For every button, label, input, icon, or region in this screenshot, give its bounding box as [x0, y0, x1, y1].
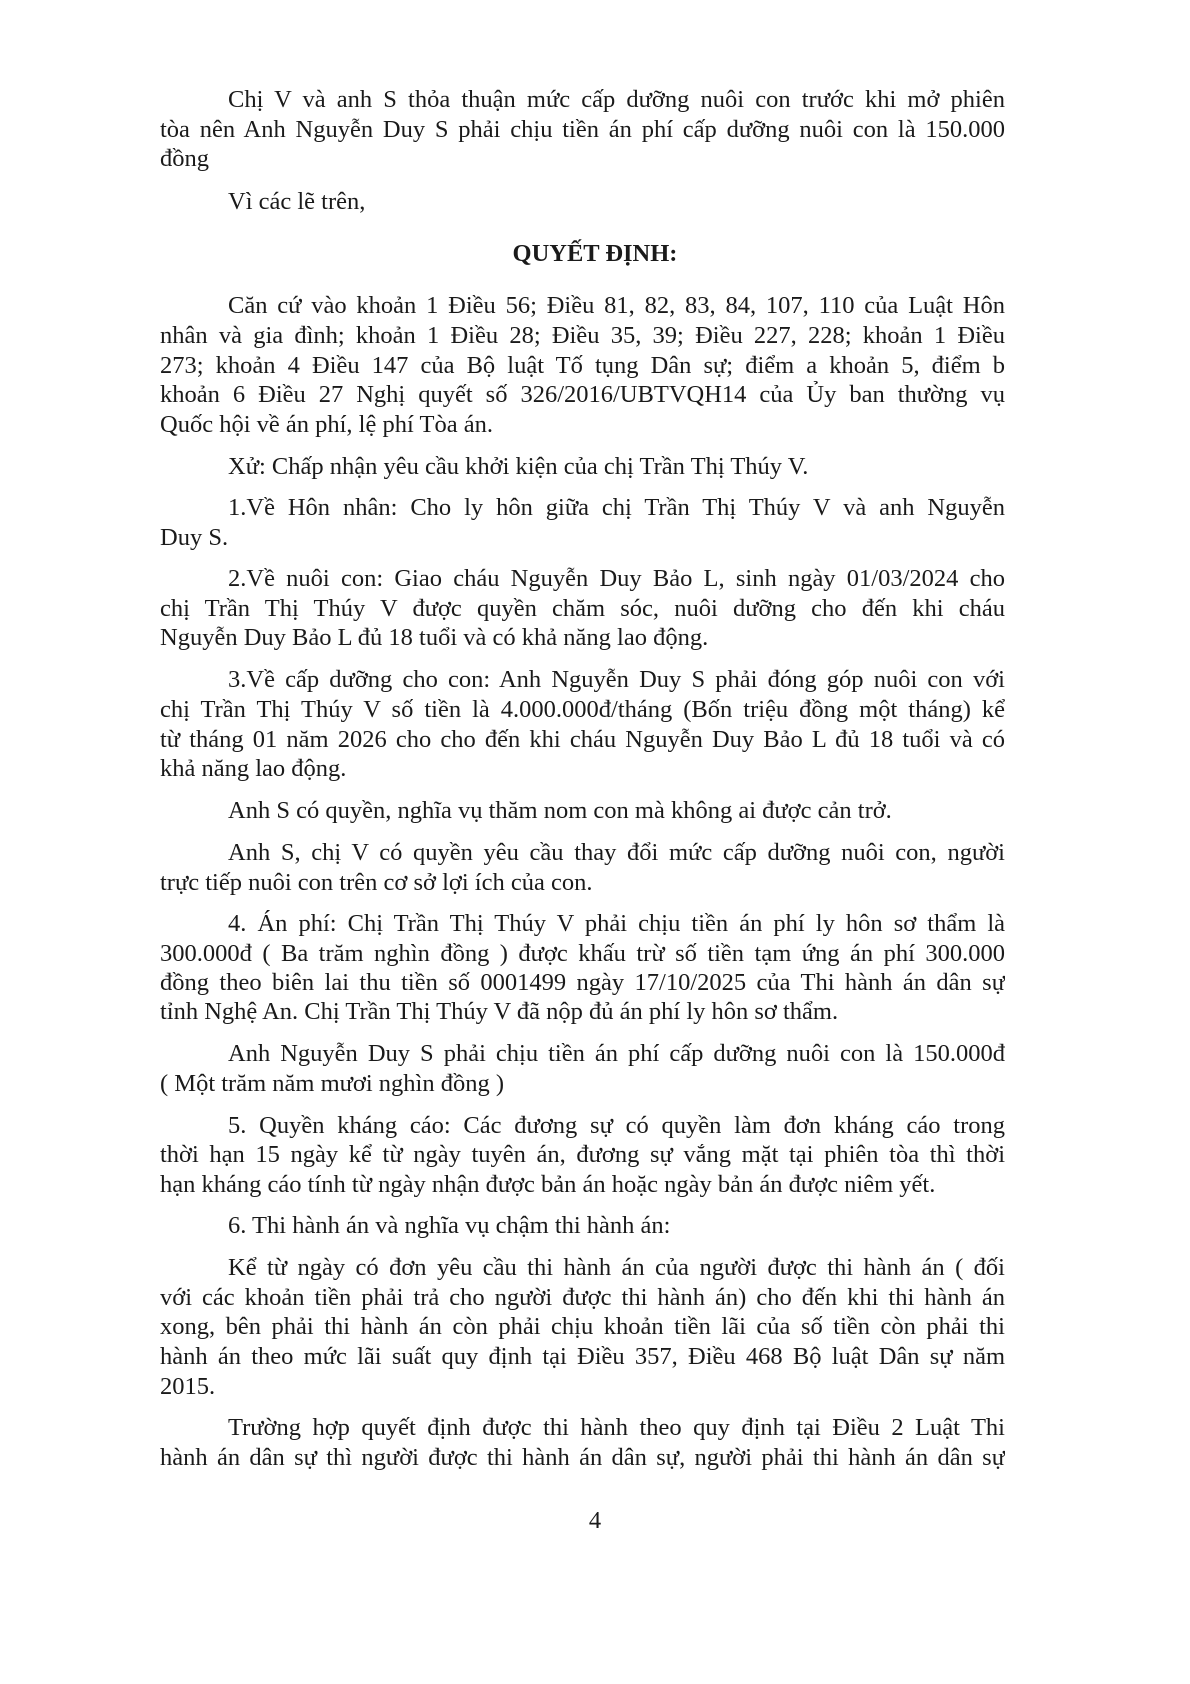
- paragraph-line: Anh S có quyền, nghĩa vụ thăm nom con mà không ai được cản trở.: [228, 797, 892, 824]
- paragraph-line: 5. Quyền kháng cáo: Các đương sự có quyền làm đơn kháng cáo trong: [228, 1112, 1005, 1139]
- paragraph-line: khoản 6 Điều 27 Nghị quyết số 326/2016/UBTVQH14 của Ủy ban thường vụ: [160, 381, 1005, 408]
- paragraph-line: 300.000đ ( Ba trăm nghìn đồng ) được khấu trừ số tiền tạm ứng án phí 300.000: [160, 940, 1005, 967]
- paragraph-line: đồng theo biên lai thu tiền số 0001499 ngày 17/10/2025 của Thi hành án dân sự: [160, 969, 1005, 996]
- paragraph-line: hạn kháng cáo tính từ ngày nhận được bản án hoặc ngày bản án được niêm yết.: [160, 1171, 936, 1198]
- paragraph-line: từ tháng 01 năm 2026 cho cho đến khi cháu Nguyễn Duy Bảo L đủ 18 tuổi và có: [160, 726, 1005, 753]
- paragraph-line: tòa nên Anh Nguyễn Duy S phải chịu tiền án phí cấp dưỡng nuôi con là 150.000: [160, 116, 1005, 143]
- paragraph-line: Duy S.: [160, 524, 229, 551]
- paragraph-line: Vì các lẽ trên,: [228, 188, 366, 215]
- paragraph-line: 273; khoản 4 Điều 147 của Bộ luật Tố tụng Dân sự; điểm a khoản 5, điểm b: [160, 352, 1005, 379]
- paragraph-line: 2.Về nuôi con: Giao cháu Nguyễn Duy Bảo L, sinh ngày 01/03/2024 cho: [228, 565, 1005, 592]
- paragraph-line: Nguyễn Duy Bảo L đủ 18 tuổi và có khả năng lao động.: [160, 624, 709, 651]
- paragraph-line: ( Một trăm năm mươi nghìn đồng ): [160, 1070, 505, 1097]
- paragraph-line: Chị V và anh S thỏa thuận mức cấp dưỡng nuôi con trước khi mở phiên: [228, 86, 1005, 113]
- paragraph-line: Quốc hội về án phí, lệ phí Tòa án.: [160, 411, 493, 438]
- paragraph-line: hành án theo mức lãi suất quy định tại Điều 357, Điều 468 Bộ luật Dân sự năm: [160, 1343, 1005, 1370]
- paragraph-line: trực tiếp nuôi con trên cơ sở lợi ích của con.: [160, 869, 593, 896]
- paragraph-line: đồng: [160, 145, 209, 172]
- paragraph-line: xong, bên phải thi hành án còn phải chịu khoản tiền lãi của số tiền còn phải thi: [160, 1313, 1005, 1340]
- page-number: 4: [588, 1507, 602, 1534]
- paragraph-line: Căn cứ vào khoản 1 Điều 56; Điều 81, 82, 83, 84, 107, 110 của Luật Hôn: [228, 292, 1005, 319]
- paragraph-line: thời hạn 15 ngày kể từ ngày tuyên án, đương sự vắng mặt tại phiên tòa thì thời: [160, 1141, 1005, 1168]
- paragraph-line: chị Trần Thị Thúy V số tiền là 4.000.000đ/tháng (Bốn triệu đồng một tháng) kể: [160, 696, 1005, 723]
- paragraph-line: tỉnh Nghệ An. Chị Trần Thị Thúy V đã nộp đủ án phí ly hôn sơ thẩm.: [160, 998, 839, 1025]
- paragraph-line: khả năng lao động.: [160, 755, 347, 782]
- paragraph-line: Anh Nguyễn Duy S phải chịu tiền án phí cấp dưỡng nuôi con là 150.000đ: [228, 1040, 1005, 1067]
- paragraph-line: Xử: Chấp nhận yêu cầu khởi kiện của chị Trần Thị Thúy V.: [228, 453, 809, 480]
- paragraph-line: 1.Về Hôn nhân: Cho ly hôn giữa chị Trần Thị Thúy V và anh Nguyễn: [228, 494, 1005, 521]
- paragraph-line: 4. Án phí: Chị Trần Thị Thúy V phải chịu tiền án phí ly hôn sơ thẩm là: [228, 910, 1005, 937]
- paragraph-line: nhân và gia đình; khoản 1 Điều 28; Điều 35, 39; Điều 227, 228; khoản 1 Điều: [160, 322, 1005, 349]
- decision-heading: QUYẾT ĐỊNH:: [512, 240, 678, 267]
- paragraph-line: Trường hợp quyết định được thi hành theo quy định tại Điều 2 Luật Thi: [228, 1414, 1005, 1441]
- paragraph-line: hành án dân sự thì người được thi hành án dân sự, người phải thi hành án dân sự: [160, 1444, 1005, 1471]
- paragraph-line: với các khoản tiền phải trả cho người được thi hành án) cho đến khi thi hành án: [160, 1284, 1005, 1311]
- paragraph-line: Kể từ ngày có đơn yêu cầu thi hành án của người được thi hành án ( đối: [228, 1254, 1005, 1281]
- paragraph-line: 6. Thi hành án và nghĩa vụ chậm thi hành án:: [228, 1212, 671, 1239]
- paragraph-line: 2015.: [160, 1373, 216, 1400]
- paragraph-line: chị Trần Thị Thúy V được quyền chăm sóc, nuôi dưỡng cho đến khi cháu: [160, 595, 1005, 622]
- paragraph-line: 3.Về cấp dưỡng cho con: Anh Nguyễn Duy S phải đóng góp nuôi con với: [228, 666, 1005, 693]
- paragraph-line: Anh S, chị V có quyền yêu cầu thay đổi mức cấp dưỡng nuôi con, người: [228, 839, 1005, 866]
